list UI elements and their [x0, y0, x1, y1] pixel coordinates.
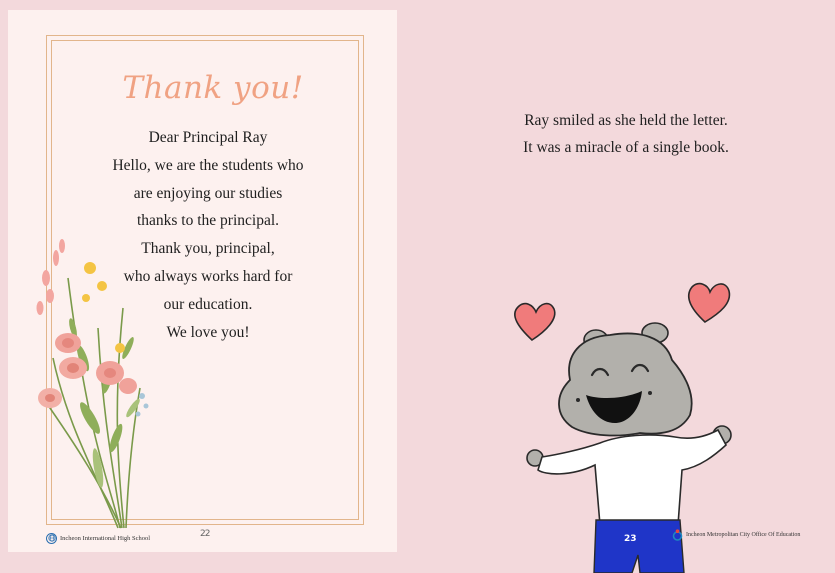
education-office-logo-icon [672, 529, 683, 541]
story-line: Ray smiled as she held the letter. [524, 112, 728, 129]
letter-line: We love you! [166, 323, 250, 341]
heart-icon [689, 284, 730, 322]
jersey-number: 23 [624, 534, 637, 544]
school-globe-icon [46, 533, 57, 544]
page-number: 22 [200, 529, 210, 539]
letter-line: Hello, we are the students who [112, 156, 304, 174]
school-name: Incheon International High School [60, 534, 151, 542]
letter-line: thanks to the principal. [136, 212, 280, 230]
letter-line: our education. [163, 295, 253, 313]
letter-line: Thank you, principal, [141, 240, 275, 258]
story-text [500, 107, 752, 161]
education-office-footer [672, 527, 800, 543]
story-line: It was a miracle of a single book. [523, 139, 729, 156]
letter-line: Dear Principal Ray [148, 129, 268, 146]
school-footer [46, 530, 150, 546]
heart-icon [515, 304, 555, 340]
flower-bouquet-illustration [28, 238, 158, 538]
letter-title: Thank you! [122, 70, 304, 106]
letter-page [8, 10, 397, 552]
letter-line: are enjoying our studies [133, 184, 283, 202]
education-office-name: Incheon Metropolitan City Office Of Education [686, 532, 801, 538]
letter-line: who always works hard for [123, 267, 293, 285]
